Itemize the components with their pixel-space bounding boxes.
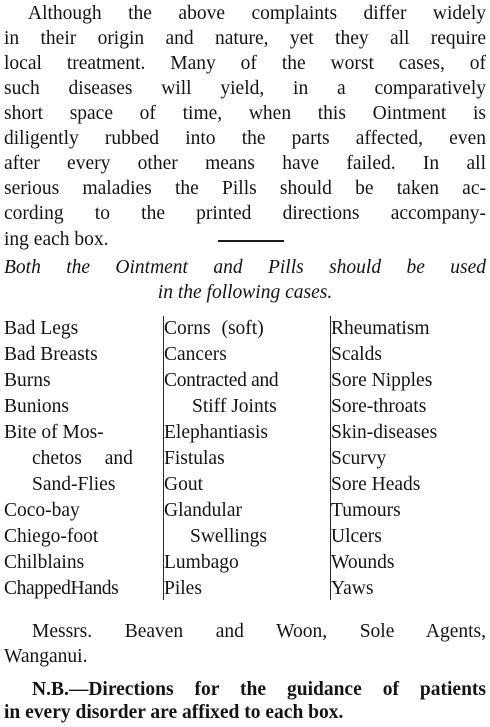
ailment-item: Bite of Mos- <box>4 422 104 443</box>
ailments-column-1 <box>4 316 161 602</box>
ailment-item: Contracted and <box>164 370 279 391</box>
ailment-item: Yaws <box>331 578 374 599</box>
ailment-item: Corns (soft) <box>164 318 264 339</box>
agents-line-2: Wanganui. <box>4 646 88 667</box>
ailment-item: Elephantiasis <box>164 422 268 443</box>
ailment-item: Scurvy <box>331 448 387 469</box>
agents-line-1: Messrs. Beaven and Woon, Sole Agents, <box>32 621 486 642</box>
paragraph-line-10: ing each box. <box>4 229 109 250</box>
ailment-item: ChappedHands <box>4 578 119 599</box>
ailment-item: Bad Legs <box>4 318 79 339</box>
ailments-column-2 <box>164 316 328 602</box>
ailment-item: Fistulas <box>164 448 225 469</box>
ailment-item: Bad Breasts <box>4 344 98 365</box>
ailment-item: Burns <box>4 370 51 391</box>
ailment-item: Chiego-foot <box>4 526 99 547</box>
ailment-item: Ulcers <box>331 526 382 547</box>
section-rule <box>218 240 284 242</box>
ailment-item: Wounds <box>331 552 395 573</box>
paragraph-line-2: in their origin and nature, yet they all require <box>4 28 486 49</box>
ailment-item: Swellings <box>190 526 267 547</box>
paragraph-line-3: local treatment. Many of the worst cases, of <box>4 53 486 74</box>
paragraph-line-6: diligently rubbed into the parts affected, even <box>4 128 486 149</box>
ailment-item: Glandular <box>164 500 242 521</box>
cases-heading-line-2: in the following cases. <box>157 282 333 303</box>
ailment-item: chetos and <box>32 448 133 469</box>
ailment-item: Sand-Flies <box>32 474 116 495</box>
nb-line-1: N.B.—Directions for the guidance of patients <box>32 679 486 700</box>
ailments-table <box>4 316 486 602</box>
ailment-item: Piles <box>164 578 202 599</box>
ailment-item: Cancers <box>164 344 227 365</box>
ailment-item: Scalds <box>331 344 382 365</box>
ailment-item: Tumours <box>331 500 401 521</box>
ailment-item: Chilblains <box>4 552 85 573</box>
ailment-item: Sore Nipples <box>331 370 433 391</box>
ailments-column-3 <box>331 316 486 602</box>
paragraph-line-8: serious maladies the Pills should be taken ac- <box>4 178 486 199</box>
paragraph-line-1: Although the above complaints differ widely <box>28 3 486 24</box>
nb-line-2: in every disorder are affixed to each box. <box>4 702 344 723</box>
ailment-item: Sore-throats <box>331 396 427 417</box>
paragraph-line-9: cording to the printed directions accompany- <box>4 203 486 224</box>
cases-heading-line-1: Both the Ointment and Pills should be used <box>4 257 486 278</box>
ailment-item: Sore Heads <box>331 474 421 495</box>
ailment-item: Gout <box>164 474 203 495</box>
ailment-item: Coco-bay <box>4 500 80 521</box>
paragraph-line-4: such diseases will yield, in a comparatively <box>4 78 486 99</box>
ailment-item: Rheumatism <box>331 318 430 339</box>
ailment-item: Bunions <box>4 396 70 417</box>
paragraph-line-5: short space of time, when this Ointment is <box>4 103 486 124</box>
ailment-item: Skin-diseases <box>331 422 438 443</box>
paragraph-line-7: after every other means have failed. In all <box>4 153 486 174</box>
ailment-item: Stiff Joints <box>192 396 277 417</box>
ailment-item: Lumbago <box>164 552 239 573</box>
